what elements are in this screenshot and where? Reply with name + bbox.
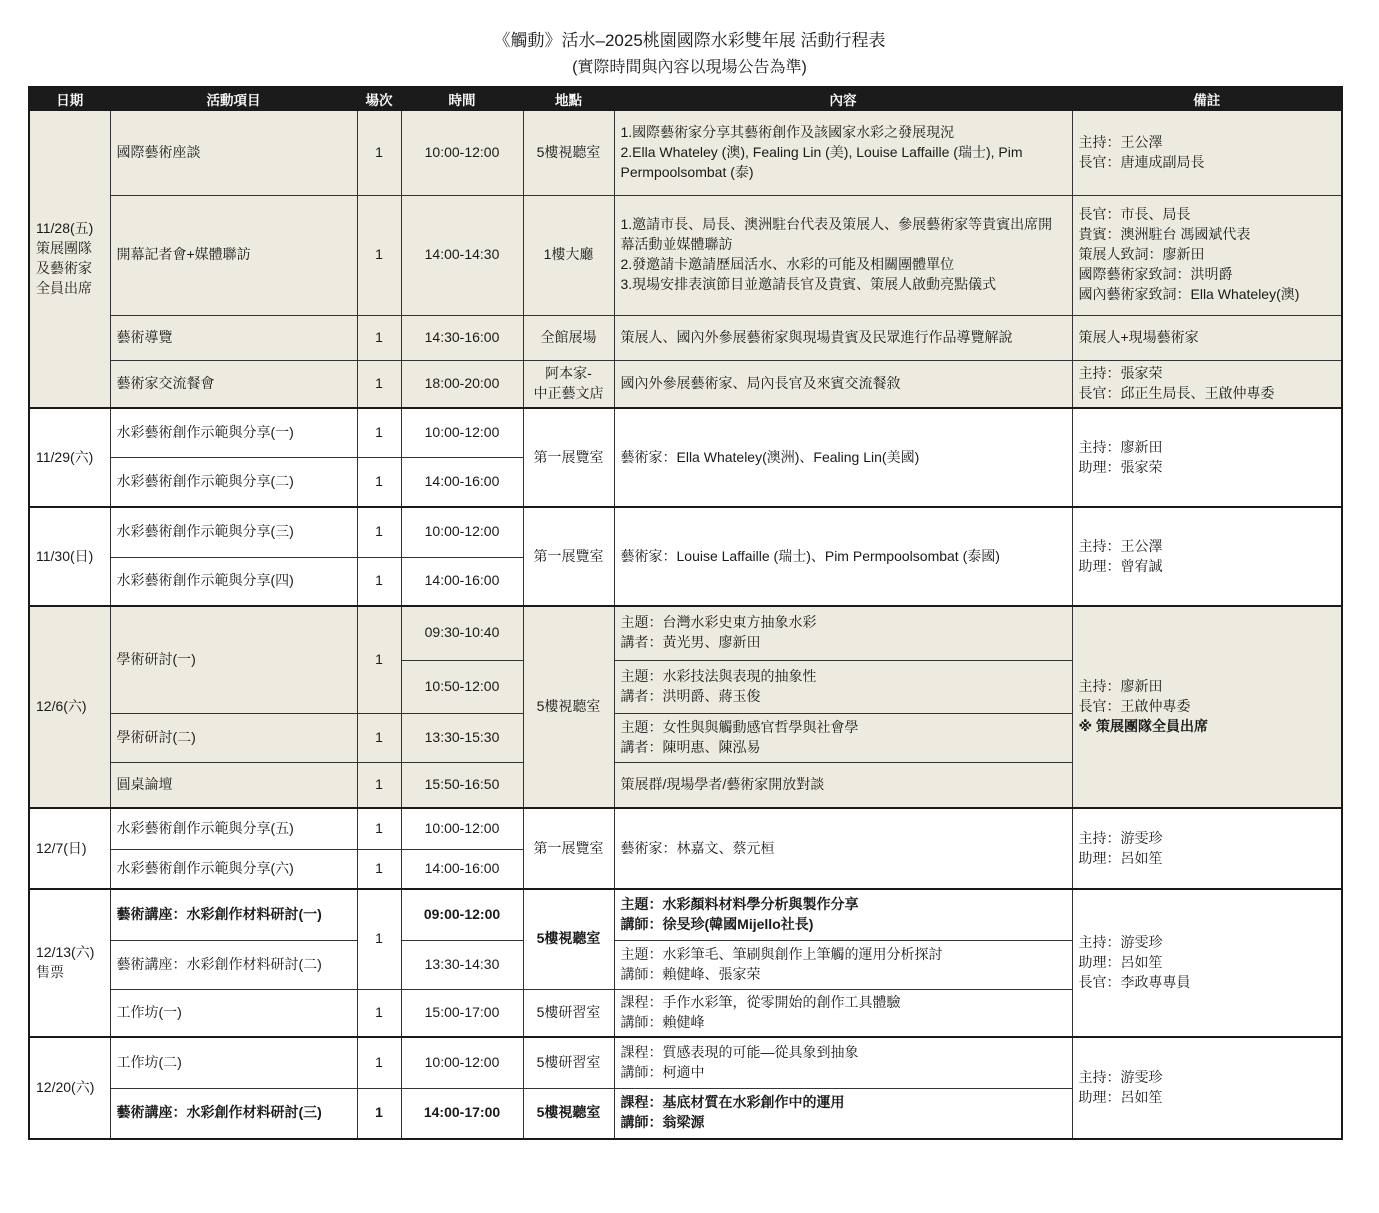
column-header-content: 內容	[614, 87, 1072, 110]
cell-location: 5樓視聽室	[523, 606, 614, 808]
cell-time: 14:30-16:00	[401, 315, 523, 360]
cell-time: 15:50-16:50	[401, 762, 523, 808]
cell-time: 10:00-12:00	[401, 110, 523, 195]
cell-note: 主持：廖新田 助理：張家荣	[1072, 408, 1342, 507]
table-row	[29, 195, 1342, 315]
column-header-location: 地點	[523, 87, 614, 110]
cell-note: 主持：游雯珍 助理：呂如笙 長官：李政專專員	[1072, 889, 1342, 1037]
cell-activity: 學術研討(二)	[110, 713, 357, 762]
cell-content: 主題：女性與與觸動感官哲學與社會學 講者：陳明惠、陳泓易	[614, 713, 1072, 762]
cell-content: 策展人、國內外參展藝術家與現場貴賓及民眾進行作品導覽解說	[614, 315, 1072, 360]
cell-note	[1072, 606, 1342, 808]
cell-location: 5樓視聽室	[523, 889, 614, 989]
cell-time: 14:00-16:00	[401, 557, 523, 606]
cell-time: 13:30-14:30	[401, 940, 523, 989]
cell-location: 5樓視聽室	[523, 1088, 614, 1139]
cell-content: 國內外參展藝術家、局內長官及來賓交流餐敘	[614, 360, 1072, 408]
cell-session: 1	[357, 360, 401, 408]
cell-date: 12/7(日)	[29, 808, 110, 889]
table-row	[29, 1037, 1342, 1088]
cell-time: 14:00-16:00	[401, 457, 523, 507]
page-subtitle: (實際時間與內容以現場公告為準)	[572, 59, 807, 76]
cell-time: 10:00-12:00	[401, 808, 523, 849]
cell-activity: 藝術家交流餐會	[110, 360, 357, 408]
cell-session: 1	[357, 989, 401, 1037]
cell-time: 18:00-20:00	[401, 360, 523, 408]
table-row	[29, 360, 1342, 408]
cell-session: 1	[357, 713, 401, 762]
table-row	[29, 507, 1342, 557]
cell-time: 10:00-12:00	[401, 1037, 523, 1088]
cell-location: 5樓研習室	[523, 989, 614, 1037]
cell-content: 主題：水彩顏料材料學分析與製作分享 講師：徐旻珍(韓國Mijello社長)	[614, 889, 1072, 940]
cell-session: 1	[357, 889, 401, 989]
cell-date: 11/29(六)	[29, 408, 110, 507]
table-row	[29, 315, 1342, 360]
note-line: 主持：廖新田	[1078, 678, 1163, 695]
cell-location: 第一展覽室	[523, 808, 614, 889]
cell-session: 1	[357, 1037, 401, 1088]
cell-content: 藝術家：林嘉文、蔡元桓	[614, 808, 1072, 889]
cell-session: 1	[357, 606, 401, 713]
cell-time: 09:00-12:00	[401, 889, 523, 940]
cell-note: 長官：市長、局長 貴賓：澳洲駐台 馮國斌代表 策展人致詞：廖新田 國際藝術家致詞：洪明爵 國內藝術家致詞：Ella Whateley(澳)	[1072, 195, 1342, 315]
cell-time: 13:30-15:30	[401, 713, 523, 762]
cell-session: 1	[357, 195, 401, 315]
table-row	[29, 889, 1342, 940]
cell-date: 12/6(六)	[29, 606, 110, 808]
cell-activity: 水彩藝術創作示範與分享(二)	[110, 457, 357, 507]
cell-content: 策展群/現場學者/藝術家開放對談	[614, 762, 1072, 808]
cell-session: 1	[357, 808, 401, 849]
cell-activity: 開幕記者會+媒體聯訪	[110, 195, 357, 315]
column-header-time: 時間	[401, 87, 523, 110]
cell-session: 1	[357, 557, 401, 606]
cell-activity: 水彩藝術創作示範與分享(一)	[110, 408, 357, 457]
cell-time: 10:50-12:00	[401, 660, 523, 713]
cell-location: 阿本家- 中正藝文店	[523, 360, 614, 408]
cell-session: 1	[357, 110, 401, 195]
table-row	[29, 808, 1342, 849]
cell-time: 14:00-16:00	[401, 849, 523, 889]
cell-location: 全館展場	[523, 315, 614, 360]
table-row	[29, 408, 1342, 457]
cell-activity: 藝術導覽	[110, 315, 357, 360]
cell-location: 第一展覽室	[523, 408, 614, 507]
cell-note: 主持：王公澤 長官：唐連成副局長	[1072, 110, 1342, 195]
cell-activity: 水彩藝術創作示範與分享(六)	[110, 849, 357, 889]
cell-content: 主題：水彩技法與表現的抽象性 講者：洪明爵、蔣玉俊	[614, 660, 1072, 713]
cell-activity: 水彩藝術創作示範與分享(四)	[110, 557, 357, 606]
cell-session: 1	[357, 1088, 401, 1139]
cell-content: 藝術家：Louise Laffaille (瑞士)、Pim Permpoolsombat (泰國)	[614, 507, 1072, 606]
cell-date: 11/30(日)	[29, 507, 110, 606]
cell-time: 10:00-12:00	[401, 507, 523, 557]
cell-content: 主題：水彩筆毛、筆刷與創作上筆觸的運用分析探討 講師：賴健峰、張家荣	[614, 940, 1072, 989]
cell-session: 1	[357, 315, 401, 360]
cell-session: 1	[357, 408, 401, 457]
cell-activity: 圓桌論壇	[110, 762, 357, 808]
cell-activity: 藝術講座：水彩創作材料研討(二)	[110, 940, 357, 989]
cell-session: 1	[357, 849, 401, 889]
cell-location: 第一展覽室	[523, 507, 614, 606]
cell-date: 11/28(五) 策展團隊 及藝術家 全員出席	[29, 110, 110, 408]
column-header-date: 日期	[29, 87, 110, 110]
schedule-table-body	[29, 110, 1342, 1139]
page-title: 《觸動》活水–2025桃園國際水彩雙年展 活動行程表	[493, 31, 886, 50]
column-header-activity: 活動項目	[110, 87, 357, 110]
table-row	[29, 606, 1342, 660]
cell-session: 1	[357, 762, 401, 808]
cell-note: 主持：王公澤 助理：曾宥誠	[1072, 507, 1342, 606]
cell-activity: 藝術講座：水彩創作材料研討(三)	[110, 1088, 357, 1139]
cell-activity: 工作坊(二)	[110, 1037, 357, 1088]
cell-activity: 國際藝術座談	[110, 110, 357, 195]
cell-content: 課程：基底材質在水彩創作中的運用 講師：翁梁源	[614, 1088, 1072, 1139]
cell-activity: 水彩藝術創作示範與分享(五)	[110, 808, 357, 849]
cell-content: 1.邀請市長、局長、澳洲駐台代表及策展人、參展藝術家等貴賓出席開幕活動並媒體聯訪 2.發邀請卡邀請歷屆活水、水彩的可能及相關團體單位 3.現場安排表演節目並邀請長官及貴賓、策展人啟動亮點儀式	[614, 195, 1072, 315]
cell-content: 1.國際藝術家分享其藝術創作及該國家水彩之發展現況 2.Ella Whateley (澳), Fealing Lin (美), Louise Laffaille (瑞士), Pim Permpoolsombat (泰)	[614, 110, 1072, 195]
cell-session: 1	[357, 507, 401, 557]
cell-activity: 水彩藝術創作示範與分享(三)	[110, 507, 357, 557]
cell-note: 主持：游雯珍 助理：呂如笙	[1072, 1037, 1342, 1139]
cell-note: 策展人+現場藝術家	[1072, 315, 1342, 360]
cell-activity: 藝術講座：水彩創作材料研討(一)	[110, 889, 357, 940]
cell-location: 1樓大廳	[523, 195, 614, 315]
column-header-note: 備註	[1072, 87, 1342, 110]
cell-location: 5樓視聽室	[523, 110, 614, 195]
cell-time: 14:00-17:00	[401, 1088, 523, 1139]
header-row	[29, 87, 1342, 110]
column-header-session: 場次	[357, 87, 401, 110]
cell-activity: 學術研討(一)	[110, 606, 357, 713]
cell-activity: 工作坊(一)	[110, 989, 357, 1037]
cell-content: 課程：質感表現的可能—從具象到抽象 講師：柯適中	[614, 1037, 1072, 1088]
cell-time: 09:30-10:40	[401, 606, 523, 660]
cell-note: 主持：游雯珍 助理：呂如笙	[1072, 808, 1342, 889]
cell-note: 主持：張家荣 長官：邱正生局長、王啟仲專委	[1072, 360, 1342, 408]
cell-time: 10:00-12:00	[401, 408, 523, 457]
cell-session: 1	[357, 457, 401, 507]
cell-location: 5樓研習室	[523, 1037, 614, 1088]
cell-date: 12/13(六) 售票	[29, 889, 110, 1037]
cell-time: 14:00-14:30	[401, 195, 523, 315]
note-line: ※ 策展團隊全員出席	[1078, 717, 1208, 734]
cell-content: 藝術家：Ella Whateley(澳洲)、Fealing Lin(美國)	[614, 408, 1072, 507]
cell-content: 課程：手作水彩筆，從零開始的創作工具體驗 講師：賴健峰	[614, 989, 1072, 1037]
cell-time: 15:00-17:00	[401, 989, 523, 1037]
cell-content: 主題：台灣水彩史東方抽象水彩 講者：黃光男、廖新田	[614, 606, 1072, 660]
note-line: 長官：王啟仲專委	[1078, 698, 1191, 715]
schedule-table	[28, 86, 1343, 1140]
cell-date: 12/20(六)	[29, 1037, 110, 1139]
table-row	[29, 110, 1342, 195]
